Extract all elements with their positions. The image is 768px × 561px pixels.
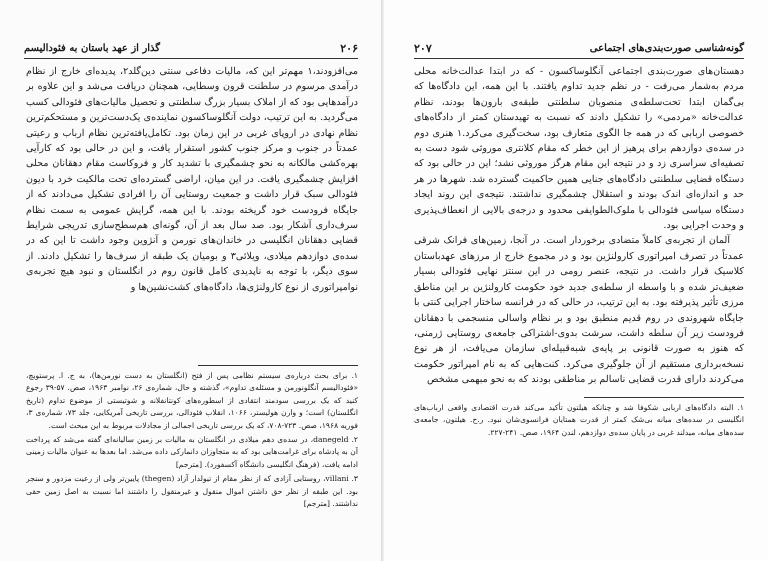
left-running-title: گذار از عهد باستان به فئودالیسم	[24, 42, 161, 54]
left-footnote: ۳. villani، روستایی آزادی که از نظر مقام از تیولدار آزاد (thegen) پایین‌تر ولی از رعیت مزدور و سنجر بود. این طبقه از نظر حق داشتن اموال منقول و غیرمنقول را داشتند اما نسبت به اصل زمین حقی نداشتند. [مترجم]	[26, 474, 358, 509]
left-header-rule	[24, 58, 358, 59]
right-footnotes	[414, 402, 744, 462]
left-footnote: ۲. danegeld، در سده‌ی دهم میلادی در انگلستان به مالیات بر زمین سالیانه‌ای گفته می‌شد که پرداخت آن به پادشاه برای غرامت‌هایی بود که به متجاوزان دانمارکی داده می‌شد. اما بعدها به عنوان مالیات زمینی ادامه یافت، (فرهنگ انگلیسی دانشگاه آکسفورد). [مترجم]	[26, 435, 358, 469]
left-page-header	[24, 40, 358, 56]
left-body-text	[26, 64, 358, 360]
right-page	[384, 0, 768, 561]
right-footnote-rule	[584, 397, 744, 398]
right-page-header	[414, 40, 744, 56]
right-paragraph: دهستان‌های صورت‌بندی اجتماعی آنگلوساکسون - که در ابتدا عدالت‌خانه محلی مردم به‌شمار می‌رفت - در نظم جدید تداوم یافتند. با این همه، این دادگاه‌ها که بی‌گمان ابتدا تحت‌سلطه‌ی منصوبان سلطنتی طبقه‌ی بارون‌ها بودند، نظام عدالت‌خانه «مردمی» را تشکیل دادند که نسبت به تهیدستان کمتر از دادگاه‌های خصوصی اربابی که در همه جا الگوی متعارف بود، سخت‌گیری می‌کرد.۱ هنری دوم در سده‌ی دوازدهم برای پرهیز از این خطر که مقام کلانتری موروثی شود دست به تصفیه‌ای سراسری زد و در نتیجه این مقام هرگز موروثی نشد؛ این در حالی بود که دستگاه قضایی سلطنتی دادگاه‌های جنایی همین حاکمیت گسترده شد. شهرها در هر حد و اندازه‌ای اندک بودند و استقلال چشمگیری نداشتند. نتیجه‌ی این روند ایجاد دستگاه سیاسی فئودالی با ملوک‌الطوایفی محدود و درجه‌ی بالایی از انعطاف‌پذیری و وحدت اجرایی بود.	[414, 66, 744, 232]
right-header-rule	[414, 58, 744, 59]
left-footnotes	[26, 370, 358, 550]
right-body-text	[414, 64, 744, 392]
right-running-title: گونه‌شناسی صورت‌بندی‌های اجتماعی	[589, 42, 744, 54]
left-footnote-rule	[198, 365, 358, 366]
right-paragraph: آلمان از تجربه‌ی کاملاً متضادی برخوردار است. در آنجا، زمین‌های فرانک شرقی عمدتاً در تصرف امپراتوری کارولنژین بود و در مجموع خارج از مرزهای عهدباستان کلاسیک قرار داشت. در نتیجه، عنصر رومی در این سنتز نهایی فئودالی بسیار ضعیف‌تر شده و با واسطه از سلطه‌ی جدید خود حکومت کارولنژین بر این مناطق مرزی تأثیر پذیرفته بود. به این ترتیب، در حالی که در فرانسه ساختار اجرایی کنتی با جایگاه شهروندی در روم قدیم منطبق بود و بر نظام واسالی منسجمی با دهقانان فرودست زیر آن سلطه داشت، سرشت بدوی-اشتراکی جامعه‌ی روستایی ژرمنی، که هنوز به صورت قانونی بر پایه‌ی شبه‌قبیله‌ای سازمان می‌یافت، از هر نوع نسخه‌برداری مستقیم از آن جلوگیری می‌کرد. کنت‌هایی که به نام امپراتور حکومت می‌کردند دارای قدرت قضایی ناسالم بر مناطقی بودند که به نحو مبهمی مشخص	[414, 235, 744, 386]
right-footnote: ۱. البته دادگاه‌های اربابی شکوفا شد و چنانکه هیلتون تأکید می‌کند قدرت اقتصادی واقعی ارباب‌های انگلیسی در سده‌های میانه بی‌شک کمتر از قدرت همتایان فرانسوی‌شان نبود. ر.ح. هیلتون، جامعه‌ی سده‌های میانه، میدلند غربی در پایان سده‌ی دوازدهم، لندن ۱۹۶۴، صص. ۲۴۱-۲۲۷.	[414, 403, 744, 437]
left-paragraph: می‌افزودند،۱ مهم‌تر این که، مالیات دفاعی سنتی دین‌گلد۲، پدیده‌ای خارج از نظام درآمدی مرسوم در سلطنت قرون وسطایی، همچنان دریافت می‌شد و این علاوه بر درآمدهایی بود که از املاک بسیار بزرگ سلطنتی و تحصیل مالیات‌های فئودالی کسب می‌گردید. به این ترتیب، دولت آنگلوساکسون نماینده‌ی یک‌دست‌ترین و مستحکم‌ترین نظام نهادی در اروپای غربی در این زمان بود. تکامل‌یافته‌ترین نظام ارباب و رعیتی عمدتاً در جنوب و مرکز جنوب کشور استقرار یافت، و این در حالی بود که کارآیی بهره‌کشی مالکانه به نحو چشمگیری با تشدید کار و فروکاست مقام دهقانان محلی افزایش چشمگیری یافت. در این میان، اراضی گسترده‌ای تحت مالکیت خرد با دیون فئودالی سبک قرار داشت و جمعیت روستایی آن را افرادی تشکیل می‌دادند که از جایگاه فرودست خود گریخته بودند. با این همه، گرایش عمومی به سمت نظام سرف‌داری آشکار بود. صد سال بعد از آن، گونه‌ای هم‌سطح‌سازی تدریجی شرایط قضایی دهقانان انگلیسی در خاندان‌های نورمن و آنژوین وجود داشت تا این که در سده‌ی دوازدهم میلادی، ویلائی۳ و بومیان یک طبقه از سرف‌ها را تشکیل دادند. از سوی دیگر، با توجه به ناپدیدی کامل قانون روم در انگلستان و نبود هیچ تجربه‌ی نوامپراتوری از نوع کارولنژی‌ها، دادگاه‌های کشت‌نشین‌ها و	[26, 66, 358, 293]
right-page-number: ۲۰۷	[414, 41, 432, 55]
left-page-number: ۲۰۶	[340, 41, 358, 55]
left-footnote: ۱. برای بحث درباره‌ی سیستم نظامی پس از فتح (انگلستان به دست نورمن‌ها)، به ج. ا. پرستویچ، «فئودالیسم آنگلونورمن و مسئله‌ی تداوم»، گذشته و حال، شماره‌ی ۲۶، نوامبر ۱۹۶۳، صص. ۵۷-۳۹ رجوع کنید که یک بررسی سودمند انتقادی از اسطوره‌های کونتانفلانه و شوتیستی از موضوع تداوم (تاریخ انگلستان) است؛ و وارن هولیستر، ۱۰۶۶، انقلاب فئودالی، بررسی تاریخی آمریکایی، جلد ۷۳، شماره‌ی ۳، فوریه ۱۹۶۸، صص. ۷۲۳-۷۰۸، که یک بررسی تاریخی اجمالی از مجادلات مربوط به این مبحث است.	[26, 371, 358, 430]
